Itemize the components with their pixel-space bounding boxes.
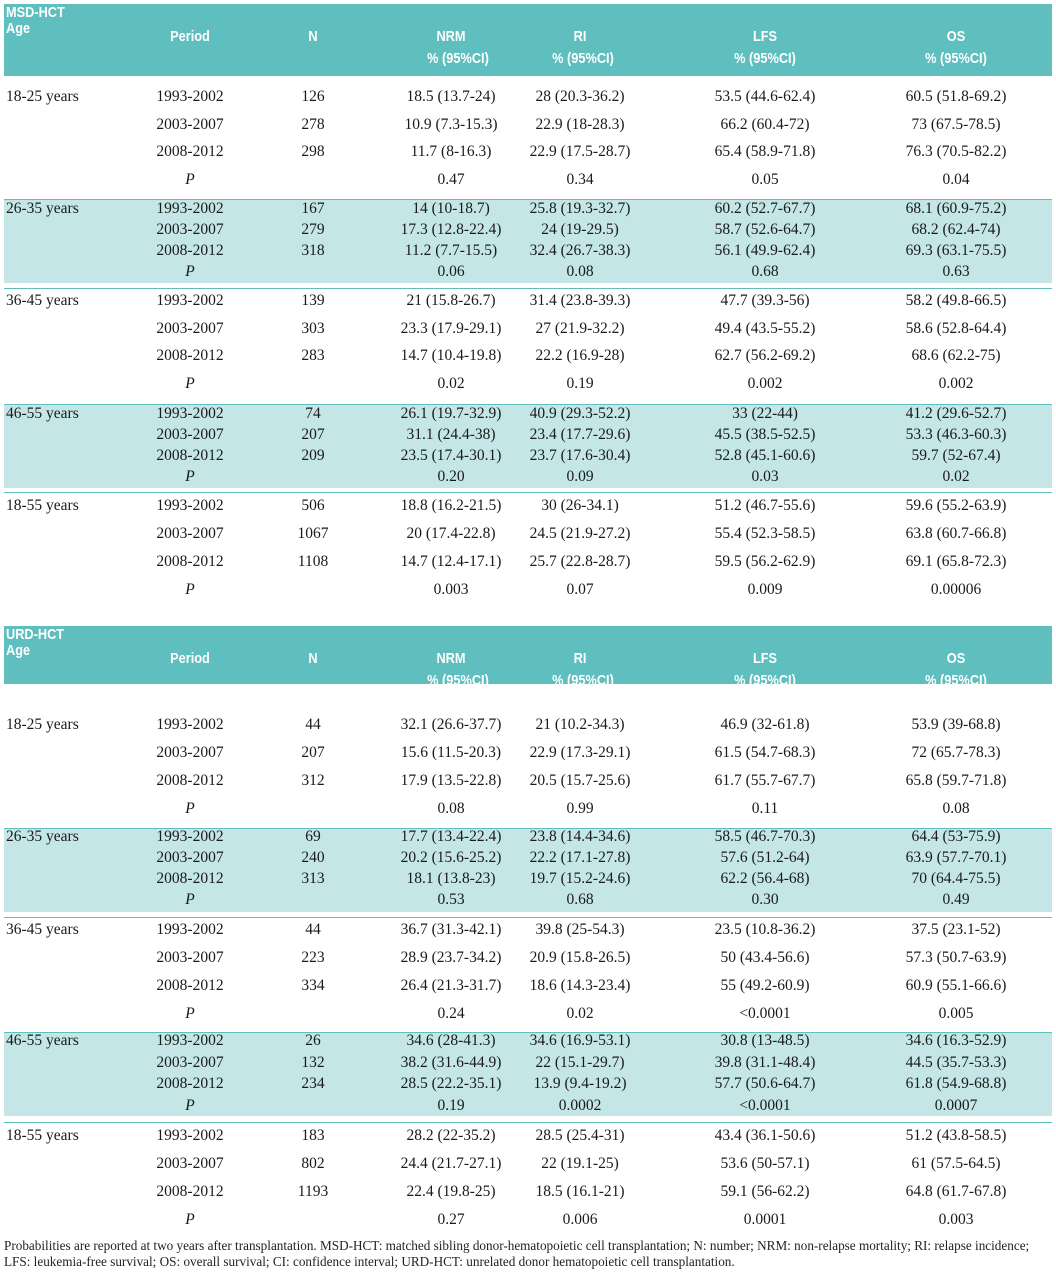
os-cell: 63.9 (57.7-70.1) (905, 849, 1007, 866)
os-cell: 65.8 (59.7-71.8) (905, 772, 1007, 789)
p-value-label: P (185, 1096, 195, 1114)
os-cell: 0.08 (942, 800, 970, 817)
n-cell: 1067 (297, 525, 329, 542)
ri-cell: 13.9 (9.4-19.2) (533, 1075, 627, 1092)
period-cell: 1993-2002 (156, 1032, 224, 1049)
period-cell: 2003-2007 (156, 319, 224, 337)
p-value-label: P (185, 1211, 195, 1228)
nrm-cell: 20.2 (15.6-25.2) (400, 849, 502, 866)
os-cell: 57.3 (50.7-63.9) (905, 949, 1007, 966)
n-cell: 279 (301, 221, 325, 238)
urd-group-divider (4, 917, 1052, 918)
os-cell: 64.8 (61.7-67.8) (905, 1183, 1007, 1200)
nrm-cell: 31.1 (24.4-38) (406, 426, 496, 443)
urd-title: URD-HCT (6, 626, 65, 643)
lfs-cell: 62.2 (56.4-68) (720, 870, 810, 887)
n-cell: 44 (305, 716, 321, 733)
header-ri: RI (573, 650, 587, 667)
nrm-cell: 0.20 (437, 468, 465, 485)
period-cell: 1993-2002 (156, 200, 224, 217)
lfs-cell: 45.5 (38.5-52.5) (714, 426, 816, 443)
n-cell: 313 (301, 870, 325, 887)
msd-age-label: 36-45 years (6, 292, 79, 309)
os-cell: 37.5 (23.1-52) (911, 921, 1001, 938)
os-cell: 68.6 (62.2-75) (911, 347, 1001, 364)
lfs-cell: 30.8 (13-48.5) (720, 1032, 810, 1049)
period-cell: 2003-2007 (156, 1155, 224, 1172)
lfs-cell: 61.7 (55.7-67.7) (714, 772, 816, 789)
nrm-cell: 0.003 (433, 581, 469, 598)
nrm-cell: 18.1 (13.8-23) (406, 870, 496, 887)
os-cell: 68.2 (62.4-74) (911, 221, 1001, 238)
lfs-cell: <0.0001 (739, 1005, 791, 1022)
msd-title: MSD-HCT (6, 4, 65, 21)
n-cell: 183 (301, 1127, 325, 1144)
lfs-cell: 62.7 (56.2-69.2) (714, 347, 816, 364)
ri-cell: 25.7 (22.8-28.7) (529, 553, 631, 570)
ri-cell: 25.8 (19.3-32.7) (529, 200, 631, 217)
nrm-cell: 15.6 (11.5-20.3) (400, 744, 502, 761)
nrm-cell: 0.08 (437, 800, 465, 817)
period-cell: 2003-2007 (156, 949, 224, 966)
lfs-cell: 58.7 (52.6-64.7) (714, 221, 816, 238)
ri-cell: 20.5 (15.7-25.6) (529, 772, 631, 789)
lfs-cell: 47.7 (39.3-56) (720, 292, 810, 309)
nrm-cell: 18.8 (16.2-21.5) (400, 497, 502, 514)
os-cell: 0.003 (938, 1211, 974, 1228)
p-value-label: P (185, 374, 195, 392)
n-cell: 207 (301, 744, 325, 761)
nrm-cell: 26.1 (19.7-32.9) (400, 405, 502, 422)
msd-age-label: 46-55 years (6, 405, 79, 422)
nrm-cell: 11.2 (7.7-15.5) (404, 242, 498, 259)
os-cell: 73 (67.5-78.5) (911, 115, 1001, 133)
nrm-cell: 34.6 (28-41.3) (406, 1032, 496, 1049)
os-cell: 61 (57.5-64.5) (911, 1155, 1001, 1172)
os-cell: 51.2 (43.8-58.5) (905, 1127, 1007, 1144)
n-cell: 240 (301, 849, 325, 866)
nrm-cell: 28.5 (22.2-35.1) (400, 1075, 502, 1092)
lfs-cell: 50 (43.4-56.6) (720, 949, 810, 966)
ri-cell: 0.68 (566, 891, 594, 908)
lfs-cell: 51.2 (46.7-55.6) (714, 497, 816, 514)
n-cell: 318 (301, 242, 325, 259)
header-ci-os: % (95%CI) (925, 672, 987, 689)
msd-age-label: 18-55 years (6, 497, 79, 514)
os-cell: 0.005 (938, 1005, 974, 1022)
ri-cell: 23.4 (17.7-29.6) (529, 426, 631, 443)
n-cell: 74 (305, 405, 321, 422)
header-n: N (308, 28, 318, 45)
header-period: Period (170, 650, 210, 667)
header-ri: RI (573, 28, 587, 45)
ri-cell: 0.34 (566, 170, 594, 188)
n-cell: 209 (301, 447, 325, 464)
urd-age-label: 26-35 years (6, 828, 79, 845)
nrm-cell: 0.06 (437, 263, 465, 280)
msd-header (4, 4, 1052, 76)
n-cell: 167 (301, 200, 325, 217)
n-cell: 506 (301, 497, 325, 514)
p-value-label: P (185, 581, 195, 598)
urd-group-divider (4, 1122, 1052, 1123)
ri-cell: 22.9 (17.5-28.7) (529, 143, 631, 160)
header-ci-nrm: % (95%CI) (427, 50, 489, 67)
nrm-cell: 0.19 (437, 1096, 465, 1114)
nrm-cell: 14.7 (10.4-19.8) (400, 347, 502, 364)
os-cell: 76.3 (70.5-82.2) (905, 143, 1007, 160)
ri-cell: 19.7 (15.2-24.6) (529, 870, 631, 887)
ri-cell: 22 (19.1-25) (541, 1155, 619, 1172)
header-ci-os: % (95%CI) (925, 50, 987, 67)
os-cell: 0.49 (942, 891, 970, 908)
msd-age-label: 26-35 years (6, 200, 79, 217)
os-cell: 59.6 (55.2-63.9) (905, 497, 1007, 514)
nrm-cell: 0.47 (437, 170, 465, 188)
ri-cell: 28 (20.3-36.2) (535, 88, 625, 105)
os-cell: 69.3 (63.1-75.5) (905, 242, 1007, 259)
period-cell: 1993-2002 (156, 828, 224, 845)
nrm-cell: 0.02 (437, 374, 465, 392)
os-cell: 53.3 (46.3-60.3) (905, 426, 1007, 443)
ri-cell: 0.006 (562, 1211, 598, 1228)
n-cell: 139 (301, 292, 325, 309)
lfs-cell: 43.4 (36.1-50.6) (714, 1127, 816, 1144)
ri-cell: 20.9 (15.8-26.5) (529, 949, 631, 966)
nrm-cell: 23.5 (17.4-30.1) (400, 447, 502, 464)
period-cell: 2003-2007 (156, 849, 224, 866)
nrm-cell: 38.2 (31.6-44.9) (400, 1053, 502, 1071)
header-nrm: NRM (436, 650, 466, 667)
nrm-cell: 0.27 (437, 1211, 465, 1228)
nrm-cell: 36.7 (31.3-42.1) (400, 921, 502, 938)
header-ci-lfs: % (95%CI) (734, 672, 796, 689)
p-value-label: P (185, 1005, 195, 1022)
header-nrm: NRM (436, 28, 466, 45)
lfs-cell: 53.5 (44.6-62.4) (714, 88, 816, 105)
lfs-cell: 23.5 (10.8-36.2) (714, 921, 816, 938)
table-footnote: Probabilities are reported at two years after transplantation. MSD-HCT: matched sibling donor-hematopoietic cell transplantation; N: number; NRM: non-relapse mortality; RI: relapse incidence; LFS: leukemia-free survival; OS: overall survival; CI: confidence interval; URD-HCT: unrelated donor hematopoietic cell transplantation. (4, 1238, 1030, 1269)
os-cell: 0.00006 (930, 581, 982, 598)
period-cell: 2003-2007 (156, 525, 224, 542)
n-cell: 303 (301, 319, 325, 337)
ri-cell: 24 (19-29.5) (541, 221, 619, 238)
nrm-cell: 17.7 (13.4-22.4) (400, 828, 502, 845)
period-cell: 1993-2002 (156, 921, 224, 938)
lfs-cell: 57.7 (50.6-64.7) (714, 1075, 816, 1092)
n-cell: 207 (301, 426, 325, 443)
header-period: Period (170, 28, 210, 45)
period-cell: 1993-2002 (156, 497, 224, 514)
period-cell: 2003-2007 (156, 744, 224, 761)
os-cell: 70 (64.4-75.5) (911, 870, 1001, 887)
lfs-cell: 61.5 (54.7-68.3) (714, 744, 816, 761)
os-cell: 63.8 (60.7-66.8) (905, 525, 1007, 542)
lfs-cell: 57.6 (51.2-64) (720, 849, 810, 866)
ri-cell: 0.07 (566, 581, 594, 598)
nrm-cell: 17.3 (12.8-22.4) (400, 221, 502, 238)
lfs-cell: 39.8 (31.1-48.4) (714, 1053, 816, 1071)
os-cell: 60.9 (55.1-66.6) (905, 977, 1007, 994)
urd-age-label: 46-55 years (6, 1032, 79, 1049)
os-cell: 0.0007 (934, 1096, 978, 1114)
lfs-cell: 65.4 (58.9-71.8) (714, 143, 816, 160)
period-cell: 1993-2002 (156, 716, 224, 733)
ri-cell: 0.09 (566, 468, 594, 485)
ri-cell: 32.4 (26.7-38.3) (529, 242, 631, 259)
ri-cell: 24.5 (21.9-27.2) (529, 525, 631, 542)
ri-cell: 0.0002 (558, 1096, 602, 1114)
header-age: Age (6, 20, 31, 37)
lfs-cell: 49.4 (43.5-55.2) (714, 319, 816, 337)
n-cell: 223 (301, 949, 325, 966)
n-cell: 334 (301, 977, 325, 994)
ri-cell: 27 (21.9-32.2) (535, 319, 625, 337)
lfs-cell: 0.30 (751, 891, 779, 908)
nrm-cell: 14 (10-18.7) (412, 200, 490, 217)
ri-cell: 22.9 (17.3-29.1) (529, 744, 631, 761)
header-ci-ri: % (95%CI) (552, 50, 614, 67)
period-cell: 2008-2012 (156, 242, 224, 259)
period-cell: 2008-2012 (156, 1183, 224, 1200)
nrm-cell: 28.9 (23.7-34.2) (400, 949, 502, 966)
os-cell: 61.8 (54.9-68.8) (905, 1075, 1007, 1092)
ri-cell: 18.5 (16.1-21) (535, 1183, 625, 1200)
os-cell: 60.5 (51.8-69.2) (905, 88, 1007, 105)
p-value-label: P (185, 891, 195, 908)
header-lfs: LFS (752, 650, 778, 667)
n-cell: 44 (305, 921, 321, 938)
header-ci-lfs: % (95%CI) (734, 50, 796, 67)
ri-cell: 34.6 (16.9-53.1) (529, 1032, 631, 1049)
nrm-cell: 0.24 (437, 1005, 465, 1022)
period-cell: 2008-2012 (156, 143, 224, 160)
period-cell: 2008-2012 (156, 1075, 224, 1092)
urd-header (4, 626, 1052, 689)
header-os: OS (946, 28, 966, 45)
header-age: Age (6, 642, 31, 659)
period-cell: 2008-2012 (156, 870, 224, 887)
urd-age-label: 18-25 years (6, 716, 79, 733)
lfs-cell: 0.002 (747, 374, 783, 392)
lfs-cell: <0.0001 (739, 1096, 791, 1114)
period-cell: 2008-2012 (156, 977, 224, 994)
period-cell: 2008-2012 (156, 772, 224, 789)
period-cell: 2008-2012 (156, 553, 224, 570)
os-cell: 58.2 (49.8-66.5) (905, 292, 1007, 309)
n-cell: 1108 (297, 553, 329, 570)
ri-cell: 21 (10.2-34.3) (535, 716, 625, 733)
n-cell: 26 (305, 1032, 321, 1049)
lfs-cell: 60.2 (52.7-67.7) (714, 200, 816, 217)
lfs-cell: 0.05 (751, 170, 779, 188)
os-cell: 0.63 (942, 263, 970, 280)
nrm-cell: 17.9 (13.5-22.8) (400, 772, 502, 789)
os-cell: 68.1 (60.9-75.2) (905, 200, 1007, 217)
lfs-cell: 0.68 (751, 263, 779, 280)
os-cell: 34.6 (16.3-52.9) (905, 1032, 1007, 1049)
ri-cell: 18.6 (14.3-23.4) (529, 977, 631, 994)
msd-group-divider (4, 492, 1052, 493)
p-value-label: P (185, 800, 195, 817)
ri-cell: 23.7 (17.6-30.4) (529, 447, 631, 464)
os-cell: 69.1 (65.8-72.3) (905, 553, 1007, 570)
nrm-cell: 24.4 (21.7-27.1) (400, 1155, 502, 1172)
nrm-cell: 11.7 (8-16.3) (410, 143, 492, 160)
header-ci-ri: % (95%CI) (552, 672, 614, 689)
nrm-cell: 21 (15.8-26.7) (406, 292, 496, 309)
header-lfs: LFS (752, 28, 778, 45)
os-cell: 41.2 (29.6-52.7) (905, 405, 1007, 422)
period-cell: 2003-2007 (156, 221, 224, 238)
ri-cell: 0.99 (566, 800, 594, 817)
ri-cell: 22.2 (16.9-28) (535, 347, 625, 364)
lfs-cell: 59.1 (56-62.2) (720, 1183, 810, 1200)
period-cell: 2008-2012 (156, 347, 224, 364)
nrm-cell: 22.4 (19.8-25) (406, 1183, 496, 1200)
period-cell: 1993-2002 (156, 88, 224, 105)
nrm-cell: 18.5 (13.7-24) (406, 88, 496, 105)
lfs-cell: 33 (22-44) (732, 405, 798, 422)
os-cell: 0.002 (938, 374, 974, 392)
n-cell: 802 (301, 1155, 325, 1172)
p-value-label: P (185, 468, 195, 485)
ri-cell: 0.08 (566, 263, 594, 280)
lfs-cell: 0.0001 (743, 1211, 787, 1228)
nrm-cell: 23.3 (17.9-29.1) (400, 319, 502, 337)
urd-age-label: 18-55 years (6, 1127, 79, 1144)
lfs-cell: 0.03 (751, 468, 779, 485)
lfs-cell: 53.6 (50-57.1) (720, 1155, 810, 1172)
ri-cell: 22.2 (17.1-27.8) (529, 849, 631, 866)
lfs-cell: 55.4 (52.3-58.5) (714, 525, 816, 542)
period-cell: 2003-2007 (156, 426, 224, 443)
lfs-cell: 0.11 (751, 800, 779, 817)
msd-group-divider (4, 288, 1052, 289)
period-cell: 2003-2007 (156, 115, 224, 133)
ri-cell: 40.9 (29.3-52.2) (529, 405, 631, 422)
p-value-label: P (185, 263, 195, 280)
os-cell: 0.02 (942, 468, 970, 485)
lfs-cell: 52.8 (45.1-60.6) (714, 447, 816, 464)
nrm-cell: 14.7 (12.4-17.1) (400, 553, 502, 570)
ri-cell: 28.5 (25.4-31) (535, 1127, 625, 1144)
header-n: N (308, 650, 318, 667)
period-cell: 2008-2012 (156, 447, 224, 464)
lfs-cell: 59.5 (56.2-62.9) (714, 553, 816, 570)
period-cell: 1993-2002 (156, 292, 224, 309)
p-value-label: P (185, 170, 195, 188)
lfs-cell: 66.2 (60.4-72) (720, 115, 810, 133)
n-cell: 234 (301, 1075, 325, 1092)
urd-age-label: 36-45 years (6, 921, 79, 938)
os-cell: 44.5 (35.7-53.3) (905, 1053, 1007, 1071)
ri-cell: 39.8 (25-54.3) (535, 921, 625, 938)
os-cell: 58.6 (52.8-64.4) (905, 319, 1007, 337)
ri-cell: 0.02 (566, 1005, 594, 1022)
ri-cell: 22 (15.1-29.7) (535, 1053, 625, 1071)
nrm-cell: 28.2 (22-35.2) (406, 1127, 496, 1144)
n-cell: 283 (301, 347, 325, 364)
os-cell: 72 (65.7-78.3) (911, 744, 1001, 761)
n-cell: 312 (301, 772, 325, 789)
os-cell: 53.9 (39-68.8) (911, 716, 1001, 733)
nrm-cell: 0.53 (437, 891, 465, 908)
os-cell: 59.7 (52-67.4) (911, 447, 1001, 464)
n-cell: 1193 (297, 1183, 329, 1200)
ri-cell: 22.9 (18-28.3) (535, 115, 625, 133)
n-cell: 298 (301, 143, 325, 160)
n-cell: 278 (301, 115, 325, 133)
os-cell: 64.4 (53-75.9) (911, 828, 1001, 845)
lfs-cell: 55 (49.2-60.9) (720, 977, 810, 994)
ri-cell: 23.8 (14.4-34.6) (529, 828, 631, 845)
n-cell: 132 (301, 1053, 325, 1071)
period-cell: 1993-2002 (156, 1127, 224, 1144)
os-cell: 0.04 (942, 170, 970, 188)
header-ci-nrm: % (95%CI) (427, 672, 489, 689)
nrm-cell: 26.4 (21.3-31.7) (400, 977, 502, 994)
lfs-cell: 56.1 (49.9-62.4) (714, 242, 816, 259)
ri-cell: 31.4 (23.8-39.3) (529, 292, 631, 309)
ri-cell: 30 (26-34.1) (541, 497, 619, 514)
nrm-cell: 32.1 (26.6-37.7) (400, 716, 502, 733)
lfs-cell: 46.9 (32-61.8) (720, 716, 810, 733)
lfs-cell: 0.009 (747, 581, 783, 598)
nrm-cell: 10.9 (7.3-15.3) (404, 115, 498, 133)
ri-cell: 0.19 (566, 374, 594, 392)
n-cell: 126 (301, 88, 325, 105)
nrm-cell: 20 (17.4-22.8) (406, 525, 496, 542)
period-cell: 1993-2002 (156, 405, 224, 422)
header-os: OS (946, 650, 966, 667)
lfs-cell: 58.5 (46.7-70.3) (714, 828, 816, 845)
msd-age-label: 18-25 years (6, 88, 79, 105)
period-cell: 2003-2007 (156, 1053, 224, 1071)
n-cell: 69 (305, 828, 321, 845)
